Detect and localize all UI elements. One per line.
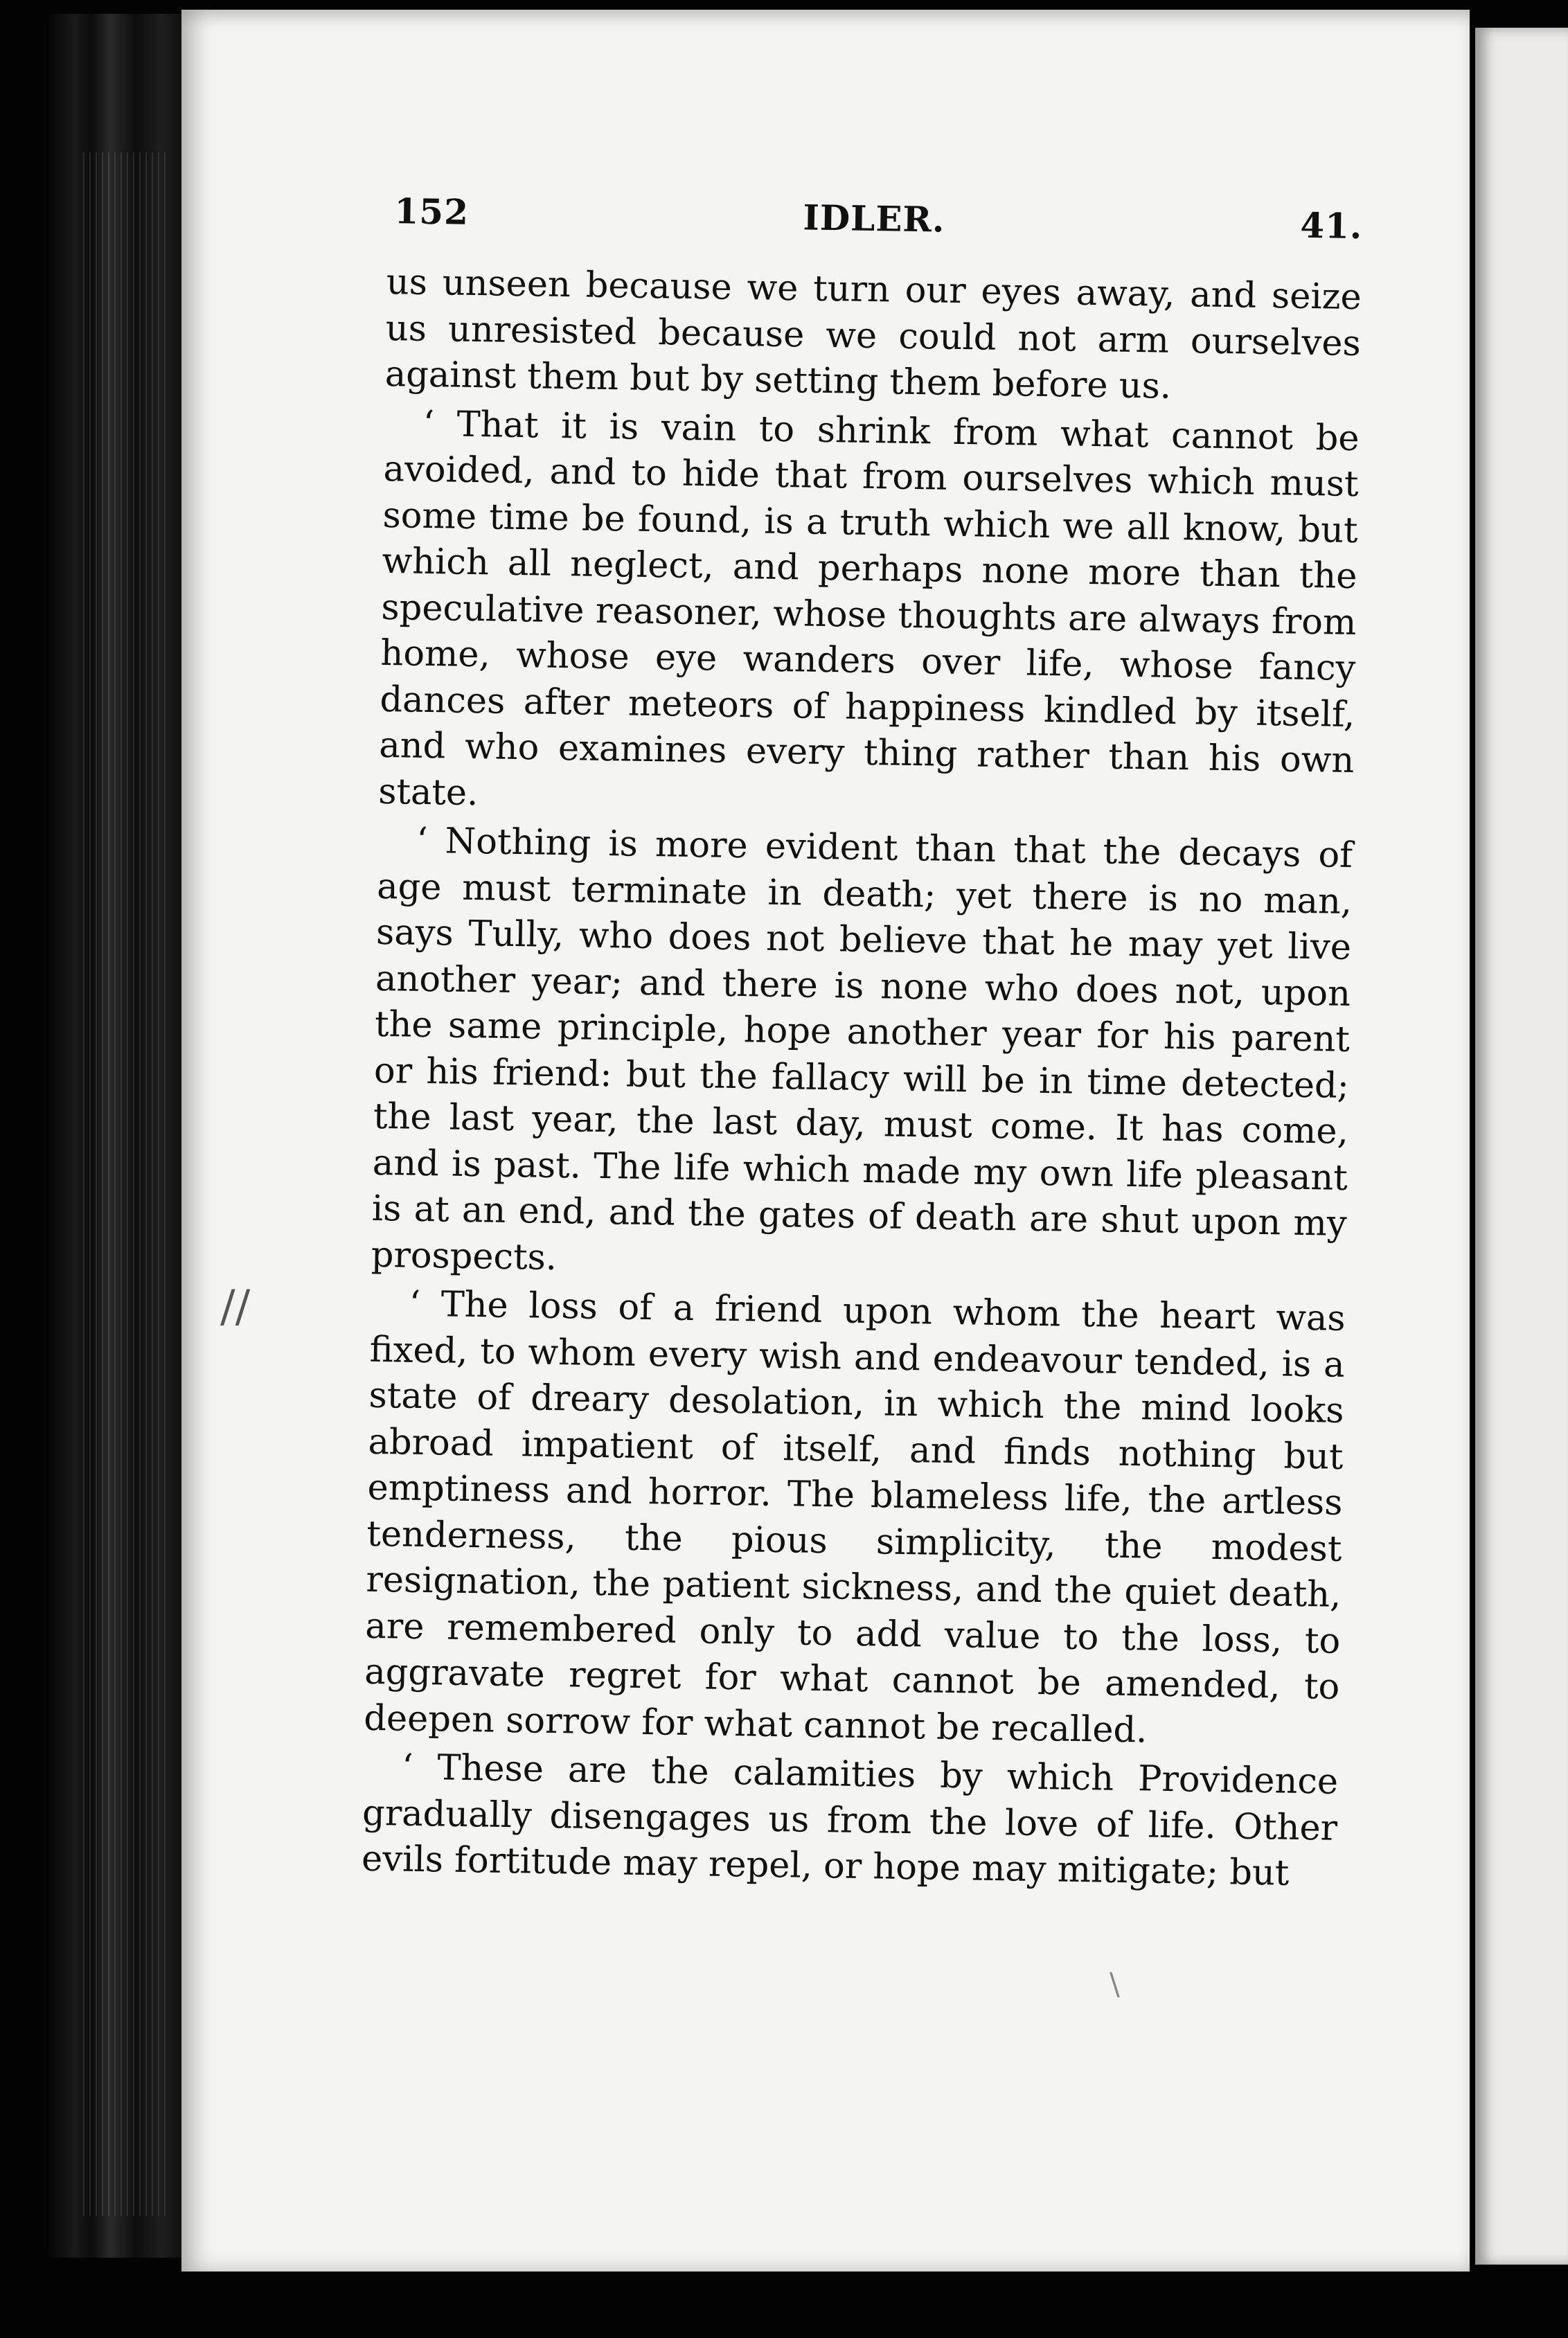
paragraph: ‘ Nothing is more evident than that the decays of age must terminate in death; yet there is no man, says Tully, who does not believe that he may yet live another year; and there is none who does not, upon the same principle, hope another year for his parent or his friend: but the fallacy will be in time detected; the last year, the last day, must come. It has come, and is past. The life which made my own life pleasant is at an end, and the gates of death are shut upon my prospects. bbox=[371, 820, 1353, 1278]
essay-number: 41. bbox=[1299, 204, 1363, 247]
page-edges bbox=[83, 152, 166, 2216]
margin-mark: \ bbox=[1110, 1967, 1120, 2002]
paragraph: ‘ That it is vain to shrink from what cannot be avoided, and to hide that from ourselves which must some time be found, is a truth which we all know, but which all neglect, and perhaps none more than the speculative reasoner, whose thoughts are always from home, whose eye wanders over life, whose fancy dances after meteors of happiness kindled by itself, and who examines every thing rather than his own state. bbox=[377, 403, 1360, 814]
text-block bbox=[362, 190, 1363, 1900]
paragraph: ‘ These are the calamities by which Providence gradually disengages us from the love of life. Other evils fortitude may repel, or hope may mitigate; but bbox=[361, 1747, 1339, 1894]
paragraph: ‘ The loss of a friend upon whom the heart was fixed, to whom every wish and endeavour tended, is a state of dreary desolation, in which the mind looks abroad impatient of itself, and finds nothing but emptiness and horror. The blameless life, the artless tenderness, the pious simplicity, the modest resignation, the patient sickness, and the quiet death, are remembered only to add value to the loss, to aggravate regret for what cannot be amended, to deepen sorrow for what cannot be recalled. bbox=[363, 1283, 1346, 1751]
running-title: IDLER. bbox=[802, 197, 945, 240]
page-number: 152 bbox=[394, 190, 470, 233]
paragraph: us unseen because we turn our eyes away, and seize us unresisted because we could not arm ourselves against them but by setting them before us. bbox=[384, 261, 1362, 407]
margin-mark: // bbox=[220, 1281, 251, 1332]
adjacent-page-edge bbox=[1475, 28, 1568, 2265]
body-text bbox=[362, 260, 1362, 1898]
